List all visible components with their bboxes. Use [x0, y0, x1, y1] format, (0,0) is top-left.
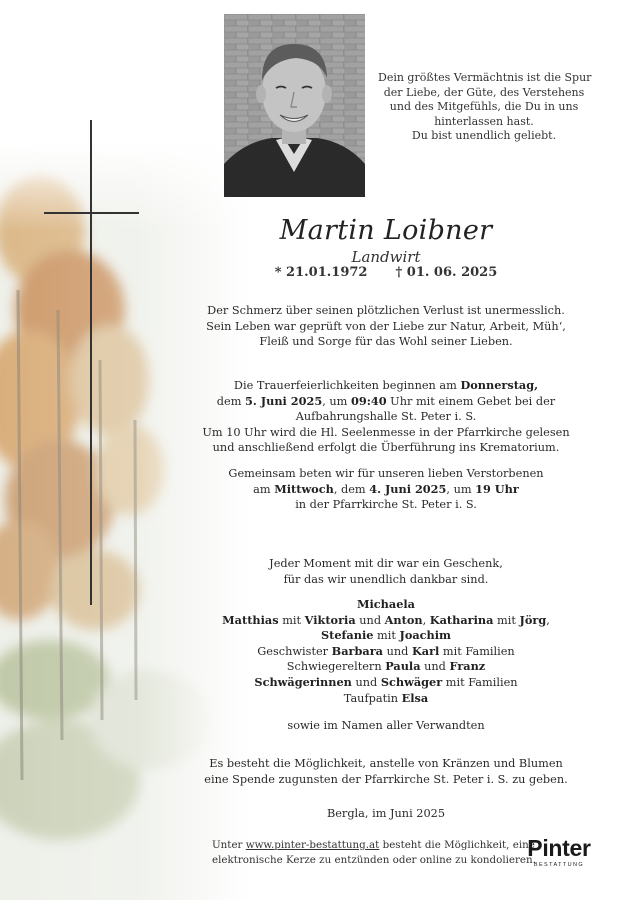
text-line: elektronische Kerze zu entzünden oder online zu kondolieren. — [212, 853, 536, 866]
funeral-time: 09:40 — [350, 393, 387, 408]
mourner-name: Stefanie — [320, 628, 374, 643]
text-line: für das wir unendlich dankbar sind. — [283, 572, 489, 586]
moment-text — [196, 556, 576, 587]
text-span: mit — [278, 613, 305, 627]
mourner-name: Katharina — [429, 612, 494, 627]
place-date: Bergla, im Juni 2025 — [326, 807, 446, 820]
logo-subtitle: BESTATTUNG — [533, 862, 585, 868]
logo-brand: Pinter — [527, 835, 591, 861]
text-span: , dem — [333, 482, 370, 496]
text-line — [196, 378, 576, 394]
intro-paragraph — [196, 303, 576, 350]
text-span: , um — [322, 394, 351, 408]
text-span: , — [546, 613, 550, 627]
memorial-quote — [378, 71, 590, 144]
text-line: Fleiß und Sorge für das Wohl seiner Lieben. — [259, 335, 513, 349]
website-link[interactable]: www.pinter-bestattung.at — [245, 839, 380, 851]
text-line: und anschließend erfolgt die Überführung ins Krematorium. — [212, 441, 560, 455]
text-line: Jeder Moment mit dir war ein Geschenk, — [269, 557, 503, 570]
quote-line: der Liebe, der Güte, des Verstehens — [383, 85, 585, 99]
prayer-details — [196, 466, 576, 513]
text-span: Schwiegereltern — [286, 660, 386, 674]
mourner-name: Michaela — [356, 597, 415, 611]
mourner-name: Matthias — [222, 612, 279, 627]
mourner-name: Barbara — [331, 643, 383, 658]
text-span: dem — [216, 394, 246, 408]
mourner-name: Paula — [385, 659, 421, 674]
text-span: und — [382, 644, 412, 658]
quote-line: Dein größtes Vermächtnis ist die Spur — [378, 71, 592, 84]
mourner-name: Anton — [384, 612, 423, 627]
text-line: eine Spende zugunsten der Pfarrkirche St. Peter i. S. zu geben. — [204, 772, 568, 786]
text-span: Taufpatin — [343, 691, 402, 705]
mourner-name: Elsa — [401, 690, 429, 705]
mourner-name: Franz — [449, 659, 486, 674]
footer-note — [212, 838, 536, 867]
life-dates — [196, 264, 576, 282]
text-span: Geschwister — [257, 644, 332, 658]
mourner-name: Jörg — [519, 612, 547, 627]
donation-note — [196, 756, 576, 787]
funeral-date: 5. Juni 2025 — [245, 393, 323, 408]
mourner-name: Schwäger — [380, 674, 443, 689]
mourners-list — [196, 597, 576, 706]
relatives-text: sowie im Namen aller Verwandten — [287, 719, 485, 732]
quote-line: hinterlassen hast. — [434, 114, 534, 128]
death-date: † 01. 06. 2025 — [395, 265, 498, 280]
text-line: in der Pfarrkirche St. Peter i. S. — [295, 498, 477, 512]
text-span: mit — [373, 629, 400, 643]
text-line: Um 10 Uhr wird die Hl. Seelenmesse in der Pfarrkirche gelesen — [202, 425, 570, 439]
text-span: , — [422, 613, 430, 627]
text-line: Es besteht die Möglichkeit, anstelle von Kränzen und Blumen — [209, 757, 563, 770]
text-span: und — [355, 613, 385, 627]
prayer-date: 4. Juni 2025 — [369, 481, 447, 496]
text-line — [196, 659, 576, 675]
text-line — [196, 691, 576, 707]
text-span: besteht die Möglichkeit, eine — [379, 839, 535, 851]
cross-icon — [90, 120, 92, 605]
quote-line: und des Mitgefühls, die Du in uns — [389, 100, 579, 113]
text-span: und — [420, 660, 450, 674]
text-line — [196, 675, 576, 691]
text-span: und — [351, 675, 381, 689]
text-line — [196, 628, 576, 644]
quote-line: Du bist unendlich geliebt. — [411, 129, 557, 142]
funeral-weekday: Donnerstag, — [460, 378, 539, 392]
text-span: , um — [446, 482, 476, 496]
mourner-name: Karl — [411, 643, 440, 658]
text-line — [196, 394, 576, 410]
prayer-time: 19 Uhr — [475, 481, 519, 496]
text-line — [196, 613, 576, 629]
mourner-name: Viktoria — [304, 612, 356, 627]
deceased-name: Martin Loibner — [279, 215, 493, 246]
mourner-name: Schwägerinnen — [254, 674, 352, 689]
text-line — [196, 482, 576, 498]
text-line — [196, 644, 576, 660]
text-span: Uhr mit einem Gebet bei der — [386, 394, 556, 408]
text-span: Die Trauerfeierlichkeiten beginnen am — [233, 379, 461, 392]
text-span: mit — [493, 613, 520, 627]
funeral-details — [196, 378, 576, 456]
portrait-photo — [224, 14, 365, 197]
text-span: am — [253, 482, 275, 496]
text-span: Unter — [212, 839, 246, 851]
text-line: Der Schmerz über seinen plötzlichen Verlust ist unermesslich. — [207, 304, 565, 317]
mourner-name: Joachim — [399, 628, 452, 643]
text-line — [196, 597, 576, 613]
text-line: Gemeinsam beten wir für unseren lieben Verstorbenen — [228, 467, 544, 480]
text-span: mit Familien — [439, 644, 515, 658]
deceased-occupation: Landwirt — [351, 248, 421, 266]
pinter-logo — [520, 835, 598, 869]
text-line — [212, 838, 535, 853]
birth-date: * 21.01.1972 — [274, 265, 368, 280]
text-line: Sein Leben war geprüft von der Liebe zur Natur, Arbeit, Müh‘, — [206, 319, 566, 333]
text-line: Aufbahrungshalle St. Peter i. S. — [295, 410, 477, 424]
text-span: mit Familien — [442, 675, 518, 689]
cross-icon-bar — [44, 212, 139, 214]
prayer-weekday: Mittwoch — [274, 481, 334, 496]
